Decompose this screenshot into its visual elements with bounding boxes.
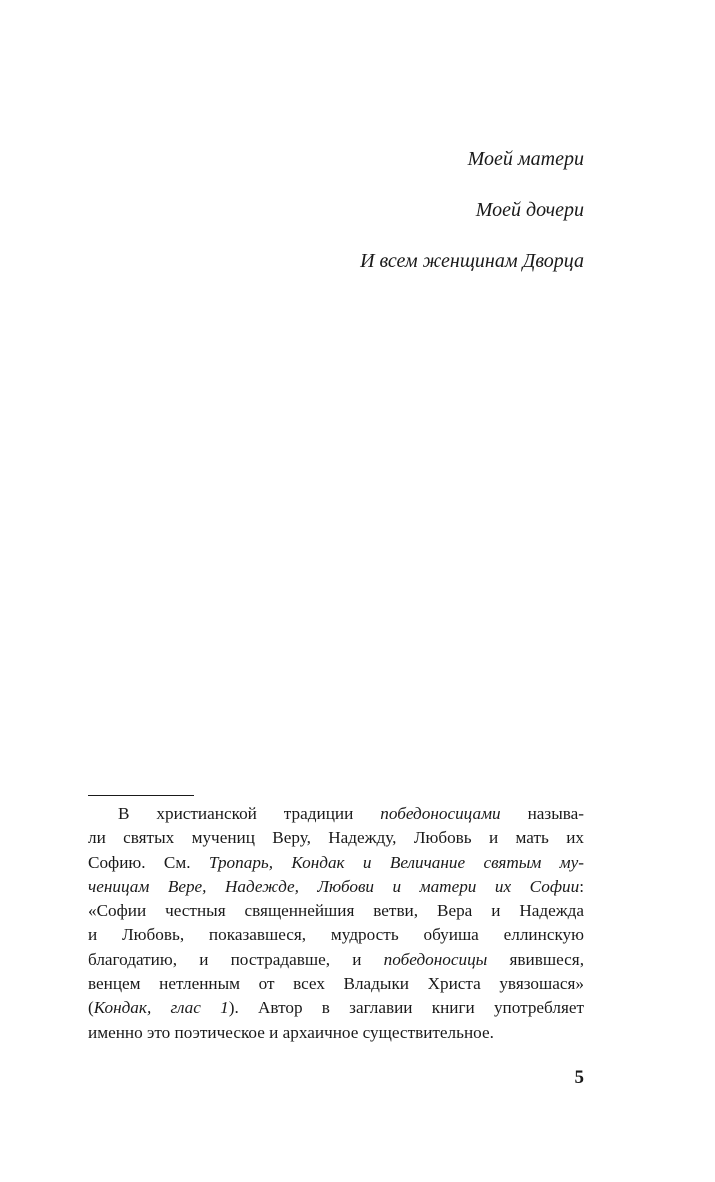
footnote-text: В христианской традиции <box>118 804 381 823</box>
dedication-line-women: И всем женщинам Дворца <box>360 250 584 272</box>
footnote-line: венцем нетленным от всех Владыки Христа увязошася» <box>88 974 584 994</box>
footnote-text: благодатию, и пострадавше, и <box>88 949 384 969</box>
footnote-text: Софию. См. <box>88 852 209 872</box>
footnote-text: : <box>579 876 584 896</box>
footnote-line: ли святых мучениц Веру, Надежду, Любовь и мать их <box>88 828 584 848</box>
footnote-line: именно это поэтическое и архаичное существительное. <box>88 1022 494 1042</box>
footnote-text: ( <box>88 998 94 1018</box>
footnote-line <box>88 996 584 1020</box>
footnote-line: и Любовь, показавшеся, мудрость обуиша еллинскую <box>88 925 584 945</box>
footnote-text: ). Автор в заглавии книги употребляет <box>228 998 584 1018</box>
footnote-line <box>88 948 584 972</box>
footnote-text: называ- <box>500 804 584 823</box>
page-number: 5 <box>574 1067 584 1088</box>
footnote-italic-title: ченицам Вере, Надежде, Любови и матери их Софии <box>88 876 580 896</box>
footnote-line <box>88 802 584 826</box>
footnote-italic-title: Тропарь, Кондак и Величание святым му- <box>208 852 584 872</box>
footnote-italic-term: победоносицы <box>383 949 488 969</box>
footnote <box>88 802 584 1045</box>
dedication-line-mother: Моей матери <box>467 148 584 170</box>
footnote-line <box>88 851 584 875</box>
footnote-line <box>88 875 584 899</box>
footnote-text: явившеся, <box>487 949 584 969</box>
footnote-italic-term: победоносицами <box>380 804 501 823</box>
dedication-line-daughter: Моей дочери <box>475 199 584 221</box>
footnote-line: «Софии честныя священнейшия ветви, Вера и Надежда <box>88 901 584 921</box>
footnote-italic-citation: Кондак, глас 1 <box>93 998 229 1018</box>
footnote-rule <box>88 795 194 796</box>
